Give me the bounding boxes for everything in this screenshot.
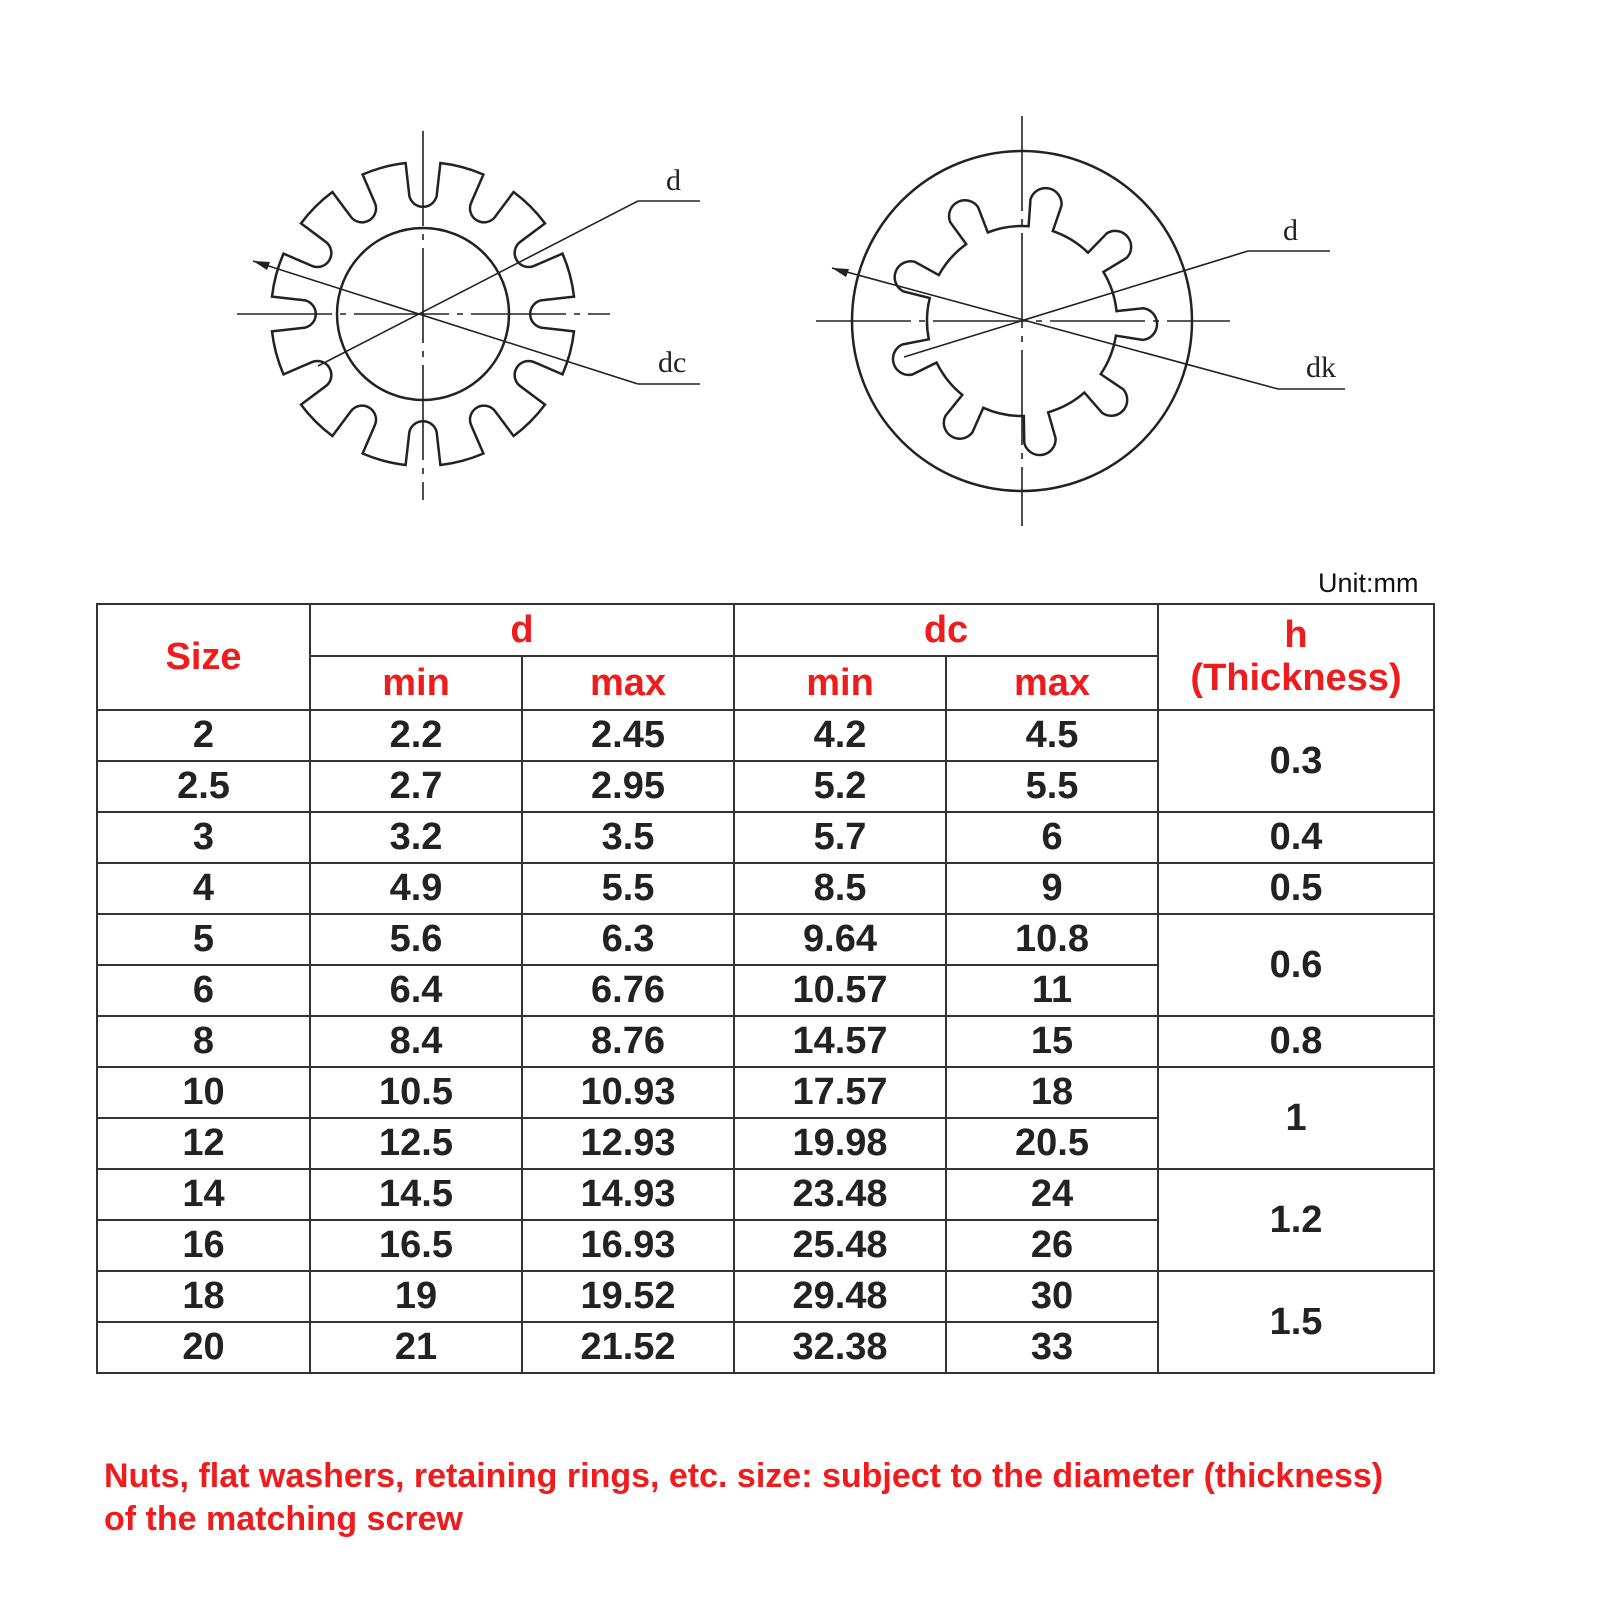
internal-washer-dimension-line-d bbox=[904, 251, 1248, 357]
cell-dc-min: 14.57 bbox=[734, 1016, 946, 1067]
cell-d-min: 2.7 bbox=[310, 761, 522, 812]
cell-d-max: 2.45 bbox=[522, 710, 734, 761]
cell-d-max: 19.52 bbox=[522, 1271, 734, 1322]
cell-d-max: 3.5 bbox=[522, 812, 734, 863]
unit-label: Unit:mm bbox=[1318, 568, 1419, 598]
cell-dc-max: 30 bbox=[946, 1271, 1158, 1322]
cell-h: 1.2 bbox=[1158, 1169, 1434, 1271]
cell-d-min: 8.4 bbox=[310, 1016, 522, 1067]
cell-dc-max: 26 bbox=[946, 1220, 1158, 1271]
cell-h: 0.8 bbox=[1158, 1016, 1434, 1067]
cell-dc-max: 5.5 bbox=[946, 761, 1158, 812]
table-row bbox=[97, 1016, 1434, 1067]
cell-d-min: 3.2 bbox=[310, 812, 522, 863]
cell-h: 0.5 bbox=[1158, 863, 1434, 914]
cell-dc-max: 10.8 bbox=[946, 914, 1158, 965]
cell-d-min: 19 bbox=[310, 1271, 522, 1322]
table-row bbox=[97, 1067, 1434, 1118]
footnote bbox=[104, 1455, 1544, 1541]
cell-d-min: 2.2 bbox=[310, 710, 522, 761]
internal-washer-label-d: d bbox=[1283, 214, 1298, 247]
cell-d-max: 6.76 bbox=[522, 965, 734, 1016]
cell-d-max: 12.93 bbox=[522, 1118, 734, 1169]
cell-h: 1.5 bbox=[1158, 1271, 1434, 1373]
cell-dc-min: 32.38 bbox=[734, 1322, 946, 1373]
cell-dc-max: 18 bbox=[946, 1067, 1158, 1118]
cell-d-min: 5.6 bbox=[310, 914, 522, 965]
internal-washer-label-dk: dk bbox=[1306, 351, 1336, 384]
external-washer-arrowhead bbox=[253, 261, 270, 270]
header-h-line2: (Thickness) bbox=[1190, 657, 1402, 699]
cell-h: 0.3 bbox=[1158, 710, 1434, 812]
cell-dc-max: 9 bbox=[946, 863, 1158, 914]
cell-dc-max: 33 bbox=[946, 1322, 1158, 1373]
cell-d-min: 6.4 bbox=[310, 965, 522, 1016]
cell-size: 14 bbox=[97, 1169, 310, 1220]
cell-size: 5 bbox=[97, 914, 310, 965]
cell-d-max: 16.93 bbox=[522, 1220, 734, 1271]
cell-size: 8 bbox=[97, 1016, 310, 1067]
cell-dc-max: 6 bbox=[946, 812, 1158, 863]
cell-d-min: 4.9 bbox=[310, 863, 522, 914]
header-dc-max: max bbox=[946, 656, 1158, 710]
header-d-max: max bbox=[522, 656, 734, 710]
table-row bbox=[97, 863, 1434, 914]
cell-d-min: 10.5 bbox=[310, 1067, 522, 1118]
footnote-line-1: Nuts, flat washers, retaining rings, etc. size: subject to the diameter (thickness) bbox=[104, 1457, 1384, 1495]
cell-dc-max: 11 bbox=[946, 965, 1158, 1016]
external-washer-label-dc: dc bbox=[658, 346, 687, 379]
cell-dc-min: 29.48 bbox=[734, 1271, 946, 1322]
header-h bbox=[1158, 604, 1434, 710]
header-h-line1: h bbox=[1284, 614, 1308, 656]
cell-dc-min: 19.98 bbox=[734, 1118, 946, 1169]
cell-dc-min: 23.48 bbox=[734, 1169, 946, 1220]
cell-d-max: 21.52 bbox=[522, 1322, 734, 1373]
cell-dc-min: 5.7 bbox=[734, 812, 946, 863]
cell-d-max: 2.95 bbox=[522, 761, 734, 812]
cell-size: 6 bbox=[97, 965, 310, 1016]
cell-size: 2 bbox=[97, 710, 310, 761]
washer-spec-table bbox=[96, 603, 1435, 1374]
cell-d-max: 10.93 bbox=[522, 1067, 734, 1118]
cell-dc-min: 5.2 bbox=[734, 761, 946, 812]
cell-dc-min: 8.5 bbox=[734, 863, 946, 914]
cell-h: 0.4 bbox=[1158, 812, 1434, 863]
external-washer-dimension-line-dc bbox=[253, 261, 638, 384]
cell-dc-min: 4.2 bbox=[734, 710, 946, 761]
external-washer-label-d: d bbox=[666, 164, 681, 197]
cell-d-max: 14.93 bbox=[522, 1169, 734, 1220]
cell-size: 20 bbox=[97, 1322, 310, 1373]
spec-table-body bbox=[97, 604, 1434, 1373]
cell-d-min: 16.5 bbox=[310, 1220, 522, 1271]
cell-d-min: 21 bbox=[310, 1322, 522, 1373]
cell-dc-min: 9.64 bbox=[734, 914, 946, 965]
external-tooth-washer-drawing bbox=[237, 131, 700, 500]
cell-d-max: 5.5 bbox=[522, 863, 734, 914]
table-row bbox=[97, 1169, 1434, 1220]
table-row bbox=[97, 812, 1434, 863]
cell-size: 18 bbox=[97, 1271, 310, 1322]
cell-dc-max: 20.5 bbox=[946, 1118, 1158, 1169]
table-row bbox=[97, 710, 1434, 761]
cell-size: 16 bbox=[97, 1220, 310, 1271]
footnote-line-2: of the matching screw bbox=[104, 1500, 463, 1538]
header-row-1 bbox=[97, 604, 1434, 656]
cell-size: 3 bbox=[97, 812, 310, 863]
external-washer-dimension-line-d bbox=[318, 201, 638, 366]
header-dc: dc bbox=[734, 604, 1158, 656]
cell-d-max: 8.76 bbox=[522, 1016, 734, 1067]
washer-drawings bbox=[0, 0, 1598, 560]
header-d: d bbox=[310, 604, 734, 656]
table-row bbox=[97, 914, 1434, 965]
cell-dc-max: 15 bbox=[946, 1016, 1158, 1067]
cell-dc-max: 24 bbox=[946, 1169, 1158, 1220]
cell-dc-min: 17.57 bbox=[734, 1067, 946, 1118]
cell-dc-max: 4.5 bbox=[946, 710, 1158, 761]
table-row bbox=[97, 1271, 1434, 1322]
cell-dc-min: 10.57 bbox=[734, 965, 946, 1016]
cell-size: 10 bbox=[97, 1067, 310, 1118]
cell-size: 4 bbox=[97, 863, 310, 914]
cell-dc-min: 25.48 bbox=[734, 1220, 946, 1271]
cell-d-max: 6.3 bbox=[522, 914, 734, 965]
header-size: Size bbox=[97, 604, 310, 710]
cell-h: 0.6 bbox=[1158, 914, 1434, 1016]
header-d-min: min bbox=[310, 656, 522, 710]
internal-washer-arrowhead bbox=[832, 268, 849, 277]
internal-tooth-washer-drawing bbox=[816, 116, 1345, 526]
cell-size: 2.5 bbox=[97, 761, 310, 812]
cell-d-min: 14.5 bbox=[310, 1169, 522, 1220]
cell-size: 12 bbox=[97, 1118, 310, 1169]
header-dc-min: min bbox=[734, 656, 946, 710]
cell-h: 1 bbox=[1158, 1067, 1434, 1169]
cell-d-min: 12.5 bbox=[310, 1118, 522, 1169]
